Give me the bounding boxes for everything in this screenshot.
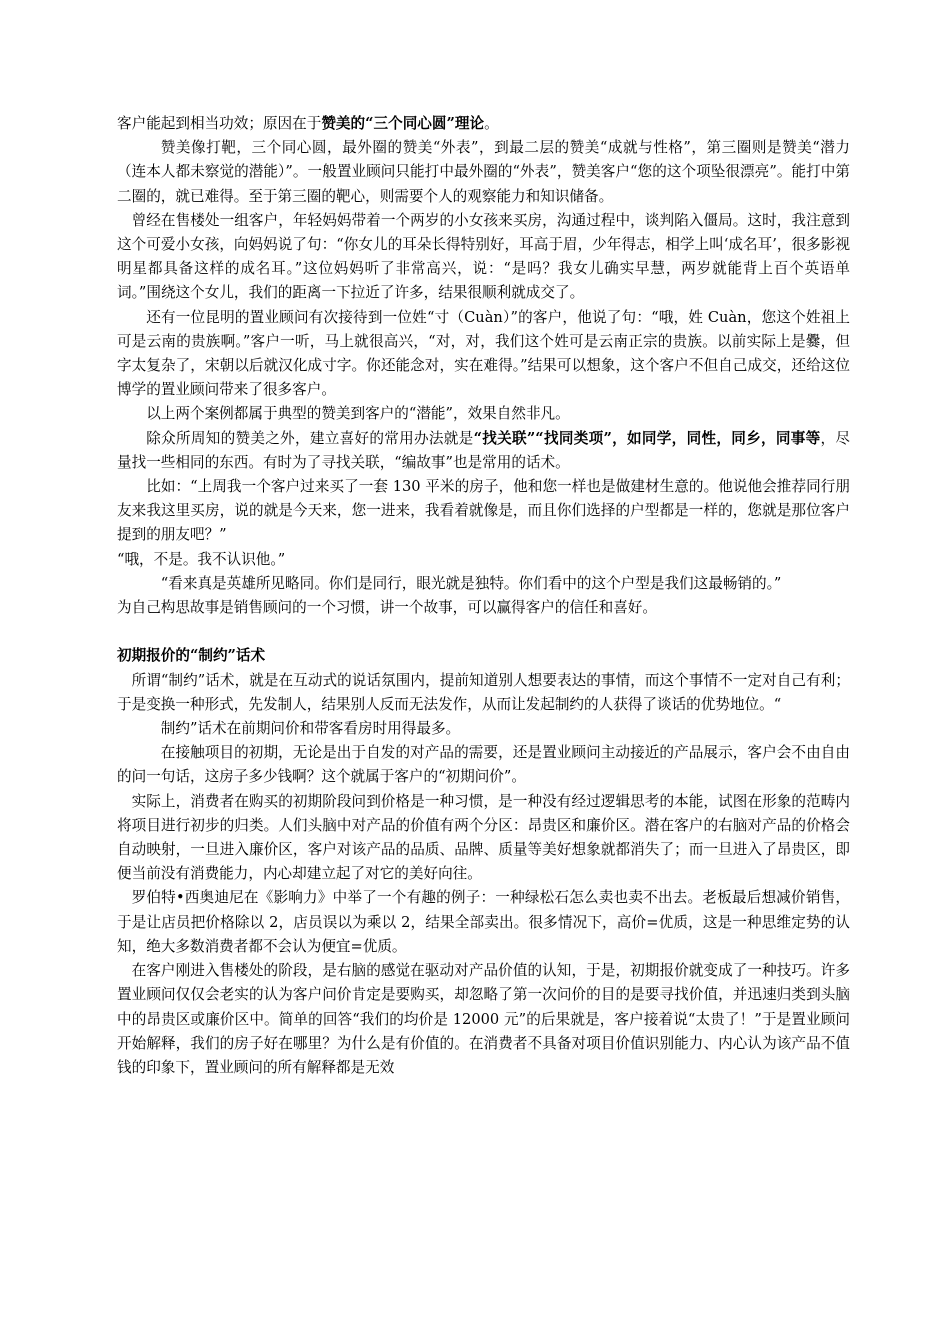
paragraph-15: 罗伯特•西奥迪尼在《影响力》中举了一个有趣的例子：一种绿松石怎么卖也卖不出去。老板最后想减价销售，于是让店员把价格除以 2，店员误以为乘以 2，结果全部卖出。很多情况下，高价=优质，这是一种思维定势的认知，绝大多数消费者都不会认为便宜=优质。 [117,889,850,955]
bold-text: 赞美的“三个同心圆”理论 [321,115,485,132]
paragraph-2: 赞美像打靶，三个同心圆，最外圈的赞美“外表”，到最二层的赞美“成就与性格”，第三圈则是赞美“潜力（连本人都未察觉的潜能）”。一般置业顾问只能打中最外圈的“外表”，赞美客户“您的这个项坠很漂亮”。能打中第二圈的，就已难得。至于第三圈的靶心，则需要个人的观察能力和知识储备。 [117,139,850,205]
paragraph-1: 客户能起到相当功效；原因在于赞美的“三个同心圆”理论。 [117,115,499,132]
document-page [117,112,850,1080]
paragraph-10: 为自己构思故事是销售顾问的一个习惯，讲一个故事，可以赢得客户的信任和喜好。 [117,599,657,617]
paragraph-5: 以上两个案例都属于典型的赞美到客户的“潜能”，效果自然非凡。 [146,405,570,423]
bold-text: “找关联”“找同类项”，如同学，同性，同乡，同事等 [473,429,821,447]
paragraph-16: 在客户刚进入售楼处的阶段，是右脑的感觉在驱动对产品价值的认知，于是，初期报价就变成了一种技巧。许多置业顾问仅仅会老实的认为客户问价肯定是要购买，却忽略了第一次问价的目的是要寻找价值，并迅速归类到头脑中的昂贵区或廉价区中。简单的回答“我们的均价是 12000 元”的后果就是，客户接着说“太贵了！”于是置业顾问开始解释，我们的房子好在哪里？为什么是有价值的。在消费者不具备对项目价值识别能力、内心认为该产品不值钱的印象下，置业顾问的所有解释都是无效 [117,962,850,1076]
paragraph-11: 所谓“制约”话术，就是在互动式的说话氛围内，提前知道别人想要表达的事情，而这个事情不一定对自己有利；于是变换一种形式，先发制人，结果别人反而无法发作，从而让发起制约的人获得了谈话的优势地位。“ [117,671,850,713]
paragraph-7: 比如：“上周我一个客户过来买了一套 130 平米的房子，他和您一样也是做建材生意的。他说他会推荐同行朋友来我这里买房，说的就是今天来，您一进来，我看着就像是，而且你们选择的户型都是一样的，您就是那位客户提到的朋友吧？” [117,478,850,544]
section-heading: 初期报价的“制约”话术 [117,647,266,665]
paragraph-9: “看来真是英雄所见略同。你们是同行，眼光就是独特。你们看中的这个户型是我们这最畅销的。” [160,574,782,592]
paragraph-3: 曾经在售楼处一组客户，年轻妈妈带着一个两岁的小女孩来买房，沟通过程中，谈判陷入僵局。这时，我注意到这个可爱小女孩，向妈妈说了句：“你女儿的耳朵长得特别好，耳高于眉，少年得志，相学上叫‘成名耳’，很多影视明星都具备这样的成名耳。”这位妈妈听了非常高兴，说：“是吗？我女儿确实早慧，两岁就能背上百个英语单词。”围绕这个女儿，我们的距离一下拉近了许多，结果很顺利就成交了。 [117,211,850,302]
paragraph-12: 制约”话术在前期问价和带客看房时用得最多。 [160,720,461,738]
paragraph-14: 实际上，消费者在购买的初期阶段问到价格是一种习惯，是一种没有经过逻辑思考的本能，试图在形象的范畴内将项目进行初步的归类。人们头脑中对产品的价值有两个分区：昂贵区和廉价区。潜在客户的右脑对产品的价格会自动映射，一旦进入廉价区，客户对该产品的品质、品牌、质量等美好想象就都消失了；而一旦进入了昂贵区，即便当前没有消费能力，内心却建立起了对它的美好向往。 [117,792,850,883]
paragraph-6: 除众所周知的赞美之外，建立喜好的常用办法就是“找关联”“找同类项”，如同学，同性，同乡，同事等，尽量找一些相同的东西。有时为了寻找关联，“编故事”也是常用的话术。 [117,429,850,471]
paragraph-4: 还有一位昆明的置业顾问有次接待到一位姓“寸（Cuàn）”的客户，他说了句：“哦，姓 Cuàn，您这个姓祖上可是云南的贵族啊。”客户一听，马上就很高兴，“对，对，我们这个姓可是云南正宗的贵族。以前实际上是爨，但字太复杂了，宋朝以后就汉化成寸字。你还能念对，实在难得。”结果可以想象，这个客户不但自己成交，还给这位博学的置业顾问带来了很多客户。 [117,308,850,399]
paragraph-13: 在接触项目的初期，无论是出于自发的对产品的需要，还是置业顾问主动接近的产品展示，客户会不由自由的问一句话，这房子多少钱啊？这个就属于客户的“初期问价”。 [117,744,850,786]
paragraph-8: “哦，不是。我不认识他。” [117,550,286,568]
